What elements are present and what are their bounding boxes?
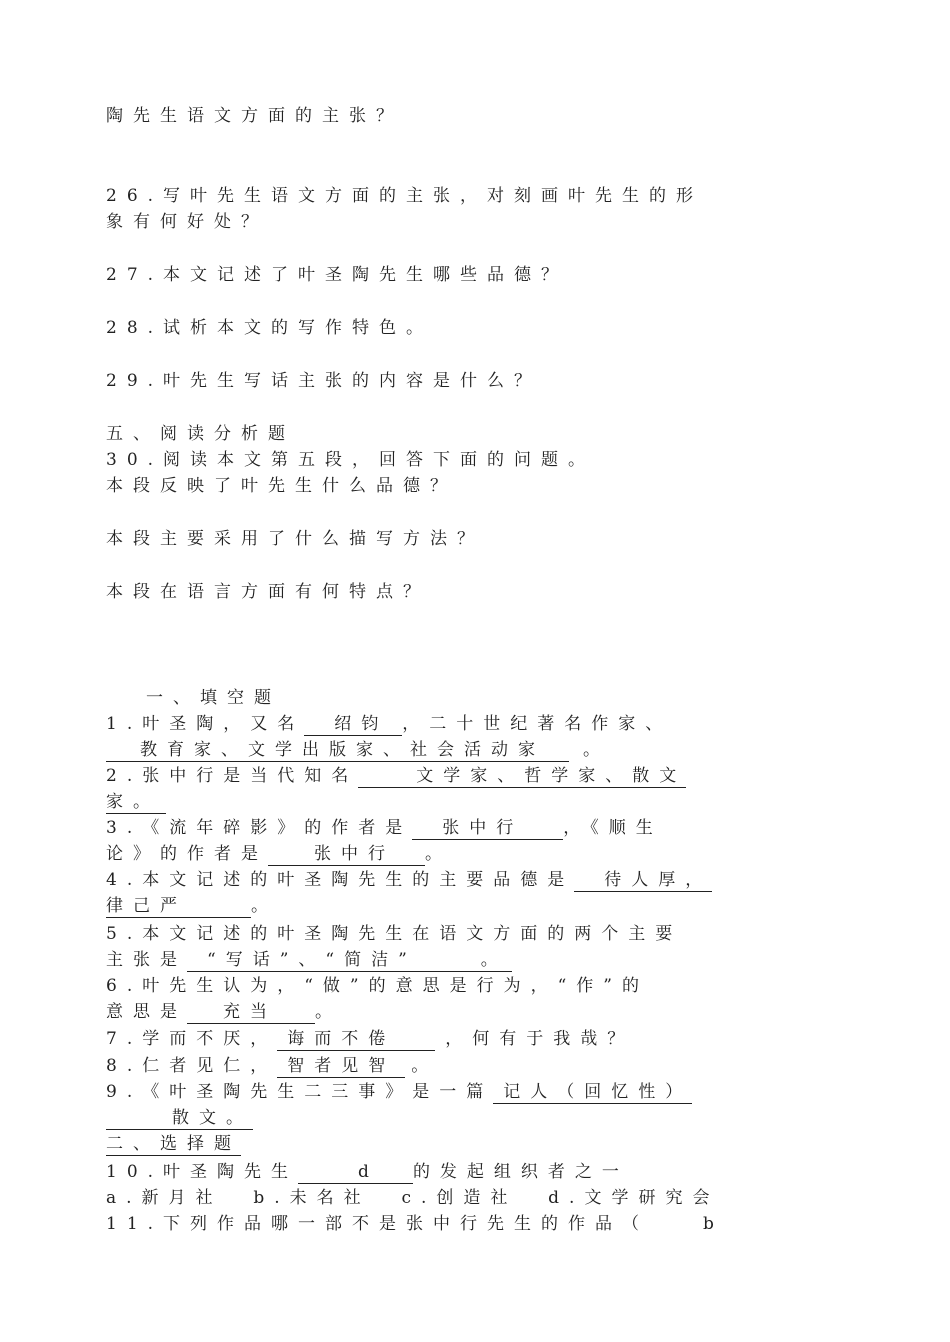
answer-2-blank: 文学家、哲学家、散文 — [358, 765, 686, 788]
answer-7-end: ，何有于我哉？ — [445, 1029, 635, 1049]
question-30-b: 本段主要采用了什么描写方法？ — [106, 529, 484, 549]
answer-4-blank-2: 律己严 — [106, 895, 251, 918]
answer-6-end: 。 — [315, 1002, 342, 1022]
answer-5-line2 — [106, 948, 512, 972]
answer-7-line — [106, 1027, 634, 1051]
answer-7-prefix: 7.学而不厌， — [106, 1029, 278, 1049]
question-26-line2: 象有何好处？ — [106, 212, 268, 232]
answer-8-end: 。 — [411, 1056, 439, 1076]
answer-2-blank-2: 家。 — [106, 791, 166, 814]
answer-2-prefix: 2.张中行是当代知名 — [106, 766, 359, 786]
answer-6-prefix: 意思是 — [106, 1002, 187, 1022]
answer-1-mid: ，二十世纪著名作家、 — [402, 714, 673, 734]
answer-8-prefix: 8.仁者见仁， — [106, 1056, 278, 1076]
answer-1-blank: 绍钧 — [304, 713, 402, 736]
answer-7-blank: 诲而不倦 — [277, 1028, 435, 1051]
question-26-line1: 26.写叶先生语文方面的主张，对刻画叶先生的形 — [106, 186, 704, 206]
question-29: 29.叶先生写话主张的内容是什么？ — [106, 371, 542, 391]
question-30-c: 本段在语言方面有何特点？ — [106, 582, 430, 602]
section-2-title: 二、选择题 — [106, 1134, 241, 1154]
answer-4-line1 — [106, 868, 712, 892]
answer-3-mid: ，《顺生 — [563, 818, 663, 838]
answer-9-blank: 记人（回忆性） — [493, 1081, 692, 1104]
answer-9-blank-2: 散文。 — [106, 1107, 253, 1130]
answer-10-blank: d — [298, 1161, 413, 1184]
answer-6-blank: 充当 — [187, 1001, 315, 1024]
question-30: 30.阅读本文第五段，回答下面的问题。 — [106, 450, 596, 470]
section-5-title: 五、阅读分析题 — [106, 424, 295, 444]
answer-5-line1: 5.本文记述的叶圣陶先生在语文方面的两个主要 — [106, 924, 683, 944]
answer-1-blank-2: 教育家、文学出版家、社会活动家 — [106, 739, 569, 762]
answer-10-line — [106, 1160, 629, 1184]
answer-10-options: a.新月社 b.未名社 c.创造社 d.文学研究会 — [106, 1188, 720, 1208]
answer-1-line1 — [106, 712, 672, 736]
answer-1-end: 。 — [583, 740, 610, 760]
answer-11-line — [106, 1212, 724, 1236]
answer-4-blank: 待人厚， — [574, 869, 712, 892]
answer-1-prefix: 1.叶圣陶，又名 — [106, 714, 305, 734]
answer-4-line2 — [106, 894, 278, 918]
answer-4-prefix: 4.本文记述的叶圣陶先生的主要品德是 — [106, 870, 575, 890]
answer-5-end: 。 — [480, 950, 508, 970]
answer-2-line1 — [106, 764, 686, 788]
answer-8-blank: 智者见智 — [277, 1055, 405, 1078]
answer-10-prefix: 10.叶圣陶先生 — [106, 1162, 299, 1182]
answer-9-line2 — [106, 1106, 253, 1130]
question-27: 27.本文记述了叶圣陶先生哪些品德？ — [106, 265, 569, 285]
answer-1-line2 — [106, 738, 610, 762]
answer-9-line1 — [106, 1080, 692, 1104]
question-28: 28.试析本文的写作特色。 — [106, 318, 434, 338]
question-25-tail: 陶先生语文方面的主张？ — [106, 106, 403, 126]
question-30-a: 本段反映了叶先生什么品德？ — [106, 476, 457, 496]
answer-8-line — [106, 1054, 438, 1078]
answer-6-line1: 6.叶先生认为，“做”的意思是行为，“作”的 — [106, 976, 649, 996]
answer-6-line2 — [106, 1000, 342, 1024]
answer-3-blank: 张中行 — [412, 817, 563, 840]
answer-3-prefix-2: 论》的作者是 — [106, 844, 268, 864]
answer-2-line2 — [106, 790, 166, 814]
answer-11-prefix: 11.下列作品哪一部不是张中行先生的作品（ — [106, 1214, 650, 1234]
answer-9-prefix: 9.《叶圣陶先生二三事》是一篇 — [106, 1082, 494, 1102]
answer-11-answer: b — [703, 1214, 724, 1234]
answer-5-blank — [187, 949, 512, 972]
answer-5-prefix: 主张是 — [106, 950, 187, 970]
section-2-title-line — [106, 1132, 241, 1156]
answer-5-answer: “写话”、“简洁” — [207, 950, 417, 970]
answer-10-end: 的发起组织者之一 — [412, 1162, 629, 1182]
answer-3-line2 — [106, 842, 452, 866]
answer-4-end: 。 — [251, 896, 278, 916]
answer-3-blank-2: 张中行 — [268, 843, 425, 866]
answer-3-end: 。 — [425, 844, 452, 864]
answer-3-line1 — [106, 816, 663, 840]
section-1-title: 一、填空题 — [146, 688, 281, 708]
answer-3-prefix: 3.《流年碎影》的作者是 — [106, 818, 413, 838]
